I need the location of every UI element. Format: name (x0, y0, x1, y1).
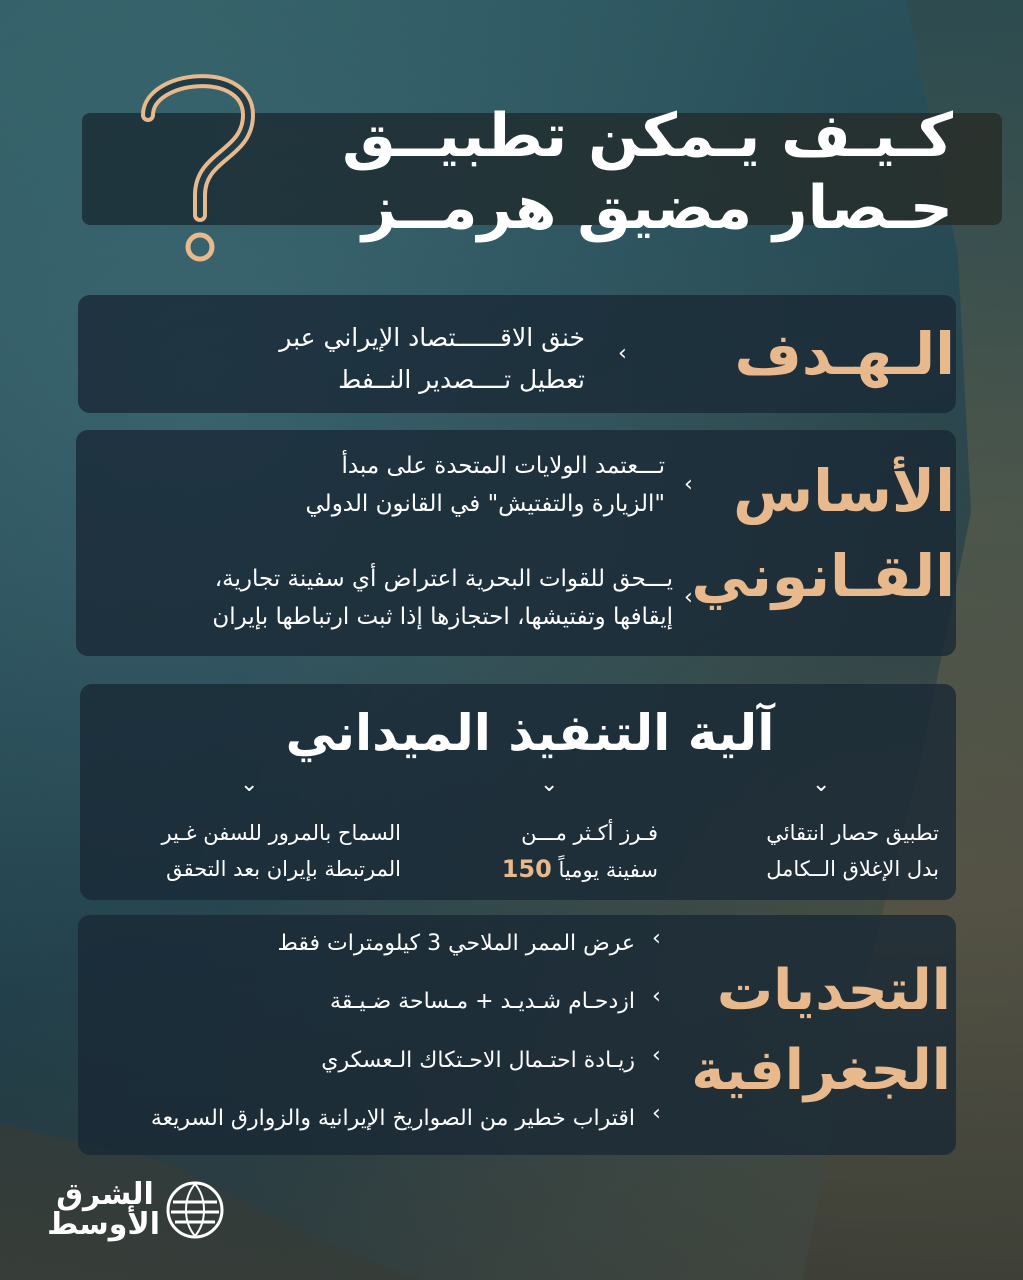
publisher-logo (47, 1177, 160, 1242)
mechanism-col-1-line-2: بدل الإغلاق الــكامل (766, 857, 939, 881)
bullet-arrow-icon: ‹ (652, 984, 661, 1009)
title-line-2: حـصار مضيق هرمــز (362, 173, 953, 243)
mechanism-col-2-line-2-wrap (458, 851, 658, 888)
legal-item-2-line-2: إيقافها وتفتيشها، احتجازها إذا ثبت ارتباطها بإيران (212, 604, 673, 630)
mechanism-heading: آلية التنفيذ الميداني (285, 704, 775, 762)
goal-line-1: خنق الاقــــــتصاد الإيراني عبر (279, 323, 585, 352)
legal-item-2 (73, 560, 673, 636)
challenge-item: ازدحـام شـديـد + مـساحة ضـيـقة (330, 989, 635, 1014)
chevron-down-icon: ⌄ (540, 772, 559, 797)
goal-heading: الـهـدف (734, 320, 955, 388)
legal-item-2-line-1: يـــحق للقوات البحرية اعتراض أي سفينة تجارية، (214, 566, 673, 592)
mechanism-col-3-line-1: السماح بالمرور للسفن غـير (161, 821, 401, 845)
goal-line-2: تعطيل تــــصدير النــفط (338, 365, 585, 394)
logo-line-2: الأوسط (47, 1207, 160, 1242)
mechanism-col-2 (458, 815, 658, 888)
mechanism-col-1-line-1: تطبيق حصار انتقائي (766, 821, 939, 845)
globe-icon (165, 1180, 225, 1240)
legal-heading-1: الأساس (733, 457, 955, 525)
legal-item-1 (125, 447, 665, 523)
chevron-down-icon: ⌄ (812, 772, 831, 797)
mechanism-col-2-line-2: سفينة يومياً (558, 858, 658, 882)
challenge-item: اقتراب خطير من الصواريخ الإيرانية والزوارق السريعة (150, 1106, 635, 1131)
legal-item-1-line-2: "الزيارة والتفتيش" في القانون الدولي (305, 491, 665, 517)
bullet-arrow-icon: ‹ (618, 341, 627, 366)
ship-count: 150 (501, 855, 552, 883)
bullet-arrow-icon: ‹ (684, 472, 693, 497)
mechanism-col-2-line-1: فـرز أكـثر مـــن (521, 821, 658, 845)
goal-text (105, 317, 585, 401)
mechanism-col-3-line-2: المرتبطة بإيران بعد التحقق (166, 857, 401, 881)
bullet-arrow-icon: ‹ (652, 926, 661, 951)
logo-line-1: الشرق (56, 1177, 154, 1212)
mechanism-col-3 (101, 815, 401, 887)
title-line-1: كـيـف يـمكن تطبيــق (342, 101, 953, 171)
question-mark-icon (128, 55, 268, 265)
legal-heading-2: القـانوني (691, 542, 955, 610)
challenges-heading-2: الجغرافية (691, 1038, 951, 1103)
bullet-arrow-icon: ‹ (652, 1101, 661, 1126)
chevron-down-icon: ⌄ (240, 772, 259, 797)
bullet-arrow-icon: ‹ (652, 1043, 661, 1068)
bullet-arrow-icon: ‹ (684, 585, 693, 610)
page-title (253, 100, 953, 244)
challenge-item: عرض الممر الملاحي 3 كيلومترات فقط (277, 931, 635, 956)
challenge-item: زيـادة احتـمال الاحـتكاك الـعسكري (321, 1048, 635, 1073)
challenges-heading-1: التحديات (716, 958, 951, 1023)
mechanism-col-1 (709, 815, 939, 887)
legal-item-1-line-1: تـــعتمد الولايات المتحدة على مبدأ (341, 453, 665, 479)
